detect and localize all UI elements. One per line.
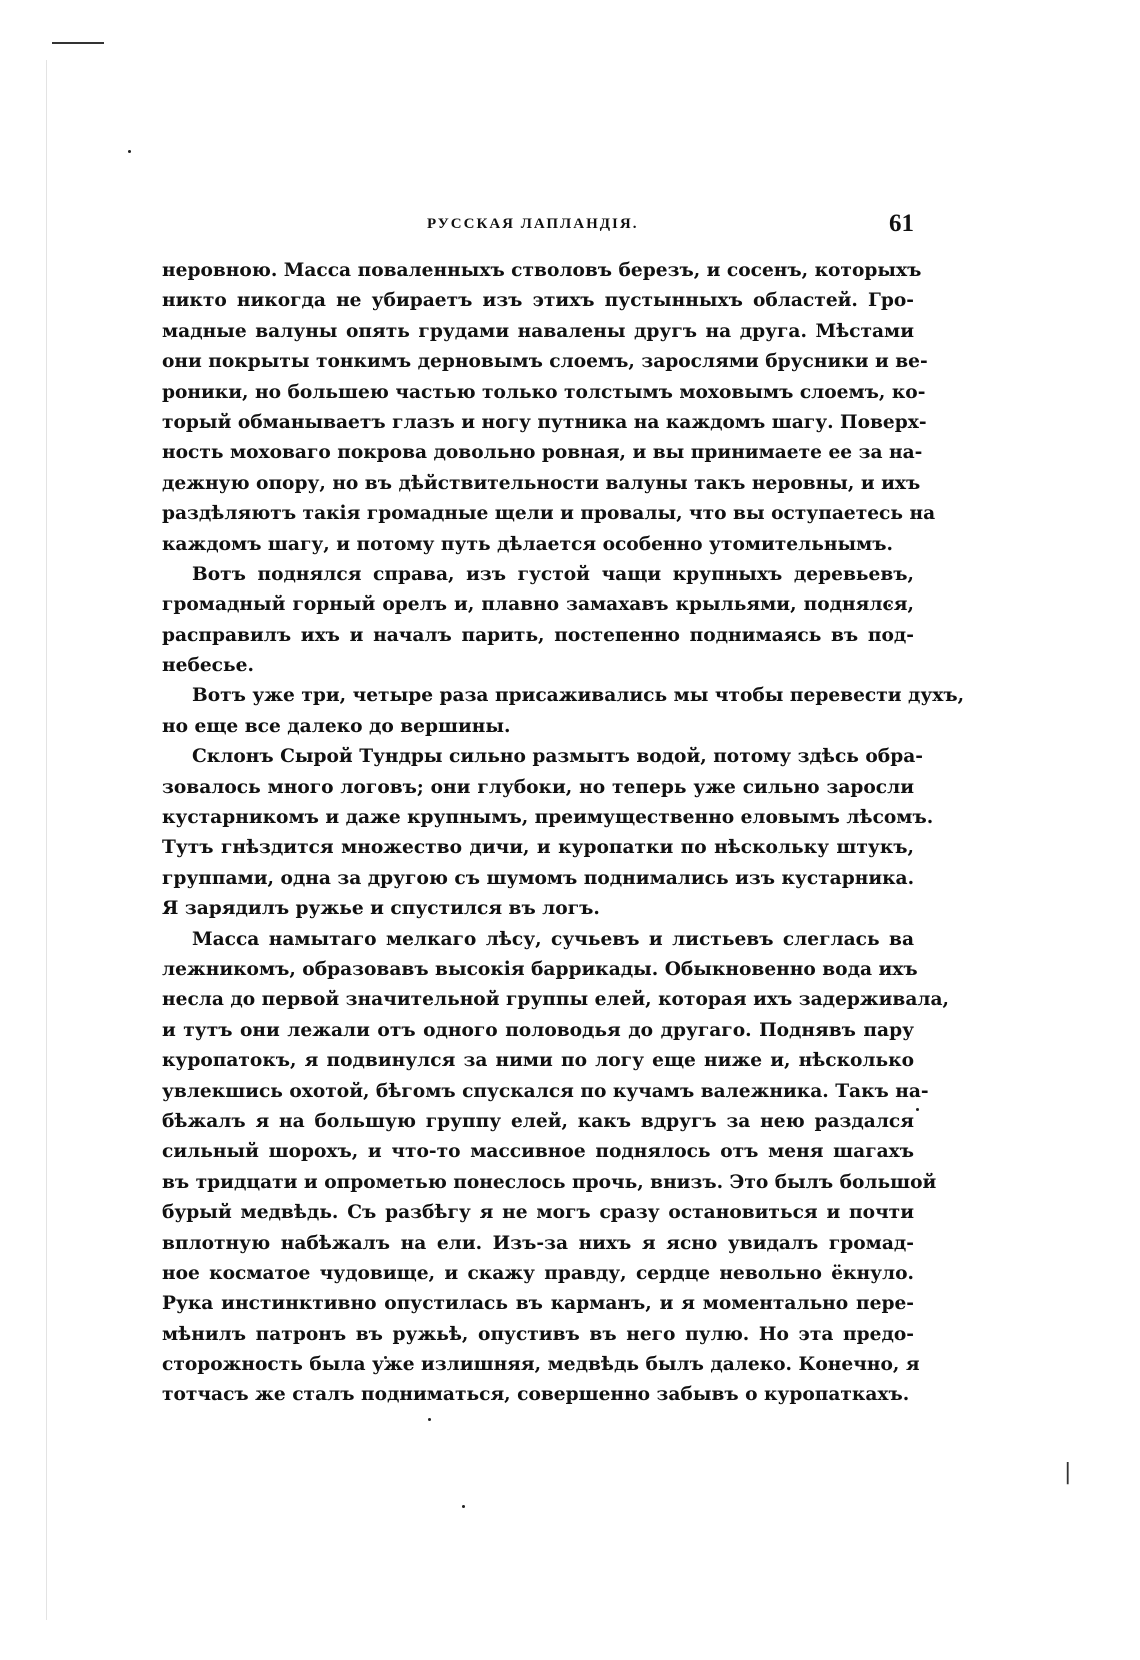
text-line: и тутъ они лежали отъ одного половодья до другаго. Поднявъ пару [162, 1019, 914, 1041]
text-line: зовалось много логовъ; они глубоки, но теперь уже сильно заросли [162, 776, 914, 798]
text-line: лежникомъ, образовавъ высокія баррикады. Обыкновенно вода ихъ [162, 958, 918, 980]
text-line: сторожность была уже излишняя, медвѣдь былъ далеко. Конечно, я [162, 1354, 920, 1376]
paragraph [162, 742, 934, 924]
text-line: ность моховаго покрова довольно ровная, и вы принимаете ее за на- [162, 442, 923, 464]
right-margin-mark: | [1064, 1460, 1072, 1485]
scan-speck [428, 1418, 431, 1421]
text-line: расправилъ ихъ и началъ парить, постепенно поднимаясь въ под- [162, 624, 914, 646]
text-line: громадный горный орелъ и, плавно замахавъ крыльями, поднялся, [162, 594, 914, 616]
page-header [162, 210, 914, 244]
text-line: Тутъ гнѣздится множество дичи, и куропатки по нѣскольку штукъ, [162, 837, 914, 859]
text-line: роники, но большею частью только толстымъ моховымъ слоемъ, ко- [162, 381, 926, 403]
text-line: Рука инстинктивно опустилась въ карманъ, и я моментально пере- [162, 1293, 914, 1315]
text-line: они покрыты тонкимъ дерновымъ слоемъ, зарослями брусники и ве- [162, 351, 928, 373]
top-left-margin-rule [52, 42, 104, 44]
text-line: тотчасъ же сталъ подниматься, совершенно забывъ о куропаткахъ. [162, 1384, 910, 1406]
scan-speck [916, 1108, 919, 1111]
text-line: мадные валуны опять грудами навалены другъ на друга. Мѣстами [162, 320, 914, 342]
text-line: но еще все далеко до вершины. [162, 715, 511, 737]
paragraph [162, 256, 936, 560]
scan-speck [462, 1505, 465, 1508]
text-line: въ тридцати и опрометью понеслось прочь, внизъ. Это былъ большой [162, 1171, 937, 1193]
text-line: ное косматое чудовище, и скажу правду, сердце невольно ёкнуло. [162, 1262, 914, 1284]
text-line: увлекшись охотой, бѣгомъ спускался по кучамъ валежника. Такъ на- [162, 1080, 929, 1102]
text-line: кустарникомъ и даже крупнымъ, преимущественно еловымъ лѣсомъ. [162, 807, 934, 829]
paragraph [162, 925, 950, 1411]
text-line: Вотъ уже три, четыре раза присаживались мы чтобы перевести духъ, [192, 685, 965, 707]
text-line: дежную опору, но въ дѣйствительности валуны такъ неровны, и ихъ [162, 472, 921, 494]
text-line: бурый медвѣдь. Съ разбѣгу я не могъ сразу остановиться и почти [162, 1202, 914, 1224]
paragraph [162, 681, 965, 742]
text-line: каждомъ шагу, и потому путь дѣлается особенно утомительнымъ. [162, 533, 894, 555]
text-line: неровною. Масса поваленныхъ стволовъ березъ, и сосенъ, которыхъ [162, 260, 922, 281]
text-line: раздѣляютъ такія громадные щели и провалы, что вы оступаетесь на [162, 503, 936, 525]
text-line: куропатокъ, я подвинулся за ними по логу еще ниже и, нѣсколько [162, 1050, 914, 1072]
text-line: мѣнилъ патронъ въ ружьѣ, опустивъ въ него пулю. Но эта предо- [162, 1323, 914, 1345]
text-line: Я зарядилъ ружье и спустился въ логъ. [162, 898, 600, 920]
scan-speck [128, 150, 131, 153]
text-line: Вотъ поднялся справа, изъ густой чащи крупныхъ деревьевъ, [192, 563, 914, 585]
running-title: РУССКАЯ ЛАПЛАНДІЯ. [427, 216, 639, 232]
scan-gutter-line [46, 60, 47, 1620]
text-line: Масса намытаго мелкаго лѣсу, сучьевъ и листьевъ слеглась ва [192, 928, 914, 950]
text-line: сильный шорохъ, и что-то массивное поднялось отъ меня шагахъ [162, 1141, 914, 1163]
text-line: никто никогда не убираетъ изъ этихъ пустынныхъ областей. Гро- [162, 290, 914, 312]
text-line: небесье. [162, 655, 254, 677]
paragraph [162, 560, 914, 682]
body-text [162, 256, 965, 1411]
text-line: несла до первой значительной группы елей, которая ихъ задерживала, [162, 989, 950, 1011]
text-line: бѣжалъ я на большую группу елей, какъ вдругъ за нею раздался [162, 1110, 914, 1132]
text-line: Склонъ Сырой Тундры сильно размытъ водой, потому здѣсь обра- [192, 746, 923, 768]
text-line: торый обманываетъ глазъ и ногу путника на каждомъ шагу. Поверх- [162, 411, 927, 433]
page-number: 61 [889, 210, 914, 237]
text-line: вплотную набѣжалъ на ели. Изъ-за нихъ я ясно увидалъ громад- [162, 1232, 914, 1254]
text-line: группами, одна за другою съ шумомъ поднимались изъ кустарника. [162, 867, 915, 889]
